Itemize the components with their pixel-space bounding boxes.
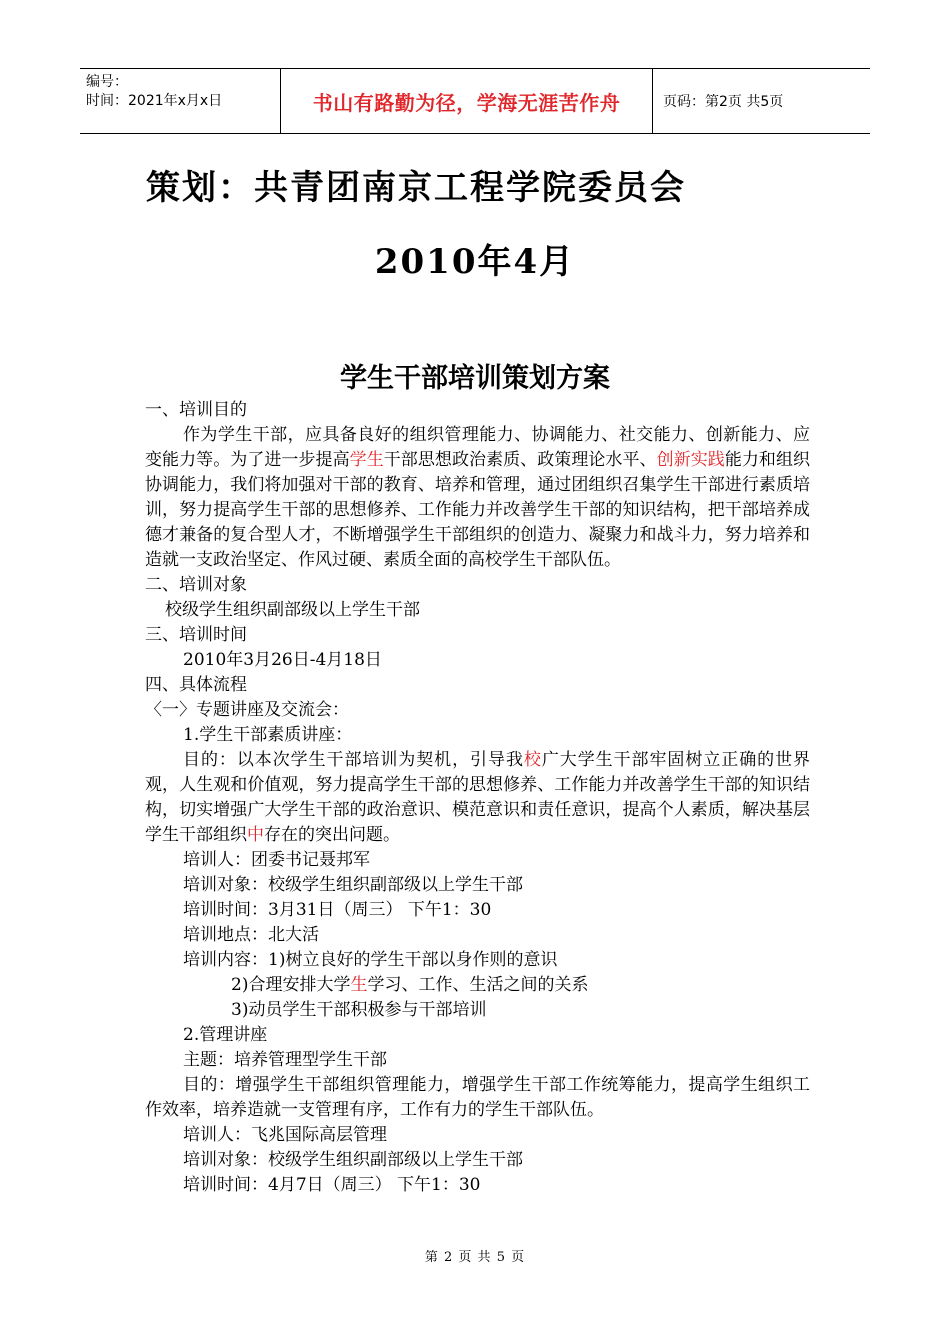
highlight-text: 学生 <box>349 450 384 470</box>
number-label: 编号： <box>86 74 128 90</box>
document-title: 学生干部培训策划方案 <box>340 363 610 394</box>
highlight-text: 生 <box>350 975 368 995</box>
lecture-content-item: 3)动员学生干部积极参与干部培训 <box>231 1000 487 1020</box>
lecture-place: 培训地点：北大活 <box>183 925 319 945</box>
time-label: 时间：2021年x月x日 <box>86 93 223 109</box>
text-run: 作为学生干部，应具备良好的组织管理能力、协调能力、社交能力、创新能力、应变能力等。为了进一步提高 <box>145 425 810 470</box>
lecture-time: 培训时间：3月31日（周三） 下午1：30 <box>183 900 492 920</box>
document-body <box>145 398 810 1198</box>
lecture-trainer: 培训人：飞兆国际高层管理 <box>183 1125 387 1145</box>
text-run: 学习、工作、生活之间的关系 <box>367 975 589 995</box>
lecture-title: 1.学生干部素质讲座： <box>183 725 353 745</box>
lecture-trainer: 培训人：团委书记聂邦军 <box>183 850 370 870</box>
text-run: 干部思想政治素质、政策理论水平、 <box>383 450 657 470</box>
header-meta <box>80 69 281 133</box>
header-page-code: 页码：第2页 共5页 <box>663 94 784 110</box>
section-heading: 三、培训时间 <box>145 625 247 645</box>
lecture-content-item: 培训内容：1)树立良好的学生干部以身作则的意识 <box>183 950 558 970</box>
text-run: 能力和组织协调能力，我们将加强对干部的教育、培养和管理，通过团组织召集学生干部进行素质培训，努力提高学生干部的思想修养、工作能力并改善学生干部的知识结构，把干部培养成德才兼备的复合型人才，不断增强学生干部组织的创造力、凝聚力和战斗力，努力培养和造就一支政治坚定、作风过硬、素质全面的高校学生干部队伍。 <box>145 450 811 570</box>
text-run: 2)合理安排大学 <box>231 975 351 995</box>
section-heading: 四、具体流程 <box>145 675 247 695</box>
time-text: 2010年3月26日-4月18日 <box>183 650 382 670</box>
text-run: 目的：以本次学生干部培训为契机，引导我 <box>183 750 524 770</box>
text-run: 广大学生干部牢固树立正确的世界观，人生观和价值观，努力提高学生干部的思想修养、工作能力并改善学生干部的知识结构，切实增强广大学生干部的政治意识、模范意识和责任意识，提高个人素质，解决基层学生干部组织 <box>145 750 811 845</box>
section-heading: 二、培训对象 <box>145 575 247 595</box>
highlight-text: 中 <box>247 825 264 845</box>
highlight-text: 创新实践 <box>656 450 725 470</box>
lecture-time: 培训时间：4月7日（周三） 下午1：30 <box>183 1175 481 1195</box>
header-motto: 书山有路勤为径，学海无涯苦作舟 <box>281 69 653 133</box>
cover-date: 2010年4月 <box>374 242 576 282</box>
header-table <box>80 68 870 134</box>
text-run: 存在的突出问题。 <box>264 825 400 845</box>
lecture-title: 2.管理讲座 <box>183 1025 268 1045</box>
purpose-paragraph <box>145 423 810 573</box>
lecture-target: 培训对象：校级学生组织副部级以上学生干部 <box>183 875 523 895</box>
page-footer: 第 2 页 共 5 页 <box>424 1250 526 1265</box>
section-heading: 一、培训目的 <box>145 400 247 420</box>
organizer-title: 策划：共青团南京工程学院委员会 <box>146 168 686 208</box>
target-text: 校级学生组织副部级以上学生干部 <box>165 600 420 620</box>
lecture-theme: 主题：培养管理型学生干部 <box>183 1050 387 1070</box>
lecture-goal-paragraph: 目的：增强学生干部组织管理能力，增强学生干部工作统筹能力，提高学生组织工作效率，培养造就一支管理有序，工作有力的学生干部队伍。 <box>145 1075 810 1120</box>
highlight-text: 校 <box>523 750 542 770</box>
lecture-content-item <box>145 973 810 998</box>
lecture-target: 培训对象：校级学生组织副部级以上学生干部 <box>183 1150 523 1170</box>
lecture-goal-paragraph <box>145 748 810 848</box>
subsection-heading: 〈一〉专题讲座及交流会： <box>145 700 349 720</box>
